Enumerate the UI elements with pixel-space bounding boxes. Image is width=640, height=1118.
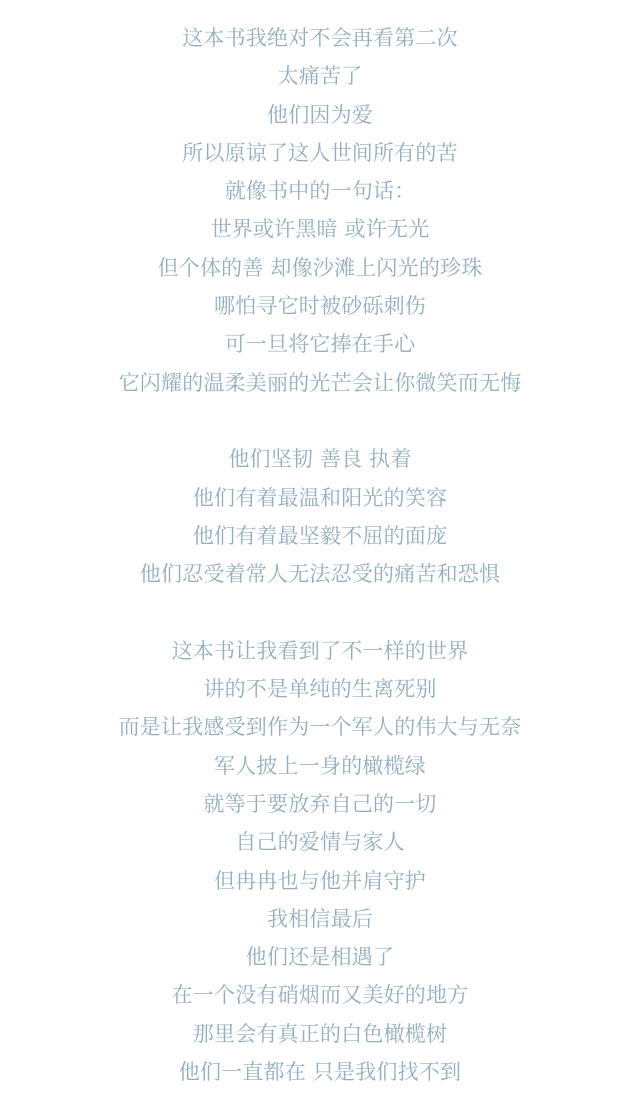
text-line: 自己的爱情与家人 xyxy=(235,830,405,855)
text-line: 讲的不是单纯的生离死别 xyxy=(203,677,437,702)
text-line: 他们有着最坚毅不屈的面庞 xyxy=(192,523,448,548)
text-line: 他们还是相遇了 xyxy=(245,945,395,970)
text-line: 世界或许黑暗 或许无光 xyxy=(210,217,430,242)
text-line: 军人披上一身的橄榄绿 xyxy=(214,753,426,778)
text-line: 所以原谅了这人世间所有的苦 xyxy=(182,140,458,165)
text-line: 就像书中的一句话： xyxy=(224,179,416,204)
text-line: 但个体的善 却像沙滩上闪光的珍珠 xyxy=(157,255,483,280)
text-line: 但冉冉也与他并肩守护 xyxy=(214,868,426,893)
text-line: 在一个没有硝烟而又美好的地方 xyxy=(171,983,469,1008)
text-line: 可一旦将它捧在手心 xyxy=(224,332,416,357)
text-line: 太痛苦了 xyxy=(277,64,363,89)
text-line: 我相信最后 xyxy=(267,906,373,931)
text-line: 这本书让我看到了不一样的世界 xyxy=(171,638,469,663)
text-line: 他们有着最温和阳光的笑容 xyxy=(192,485,448,510)
blank-line xyxy=(0,402,640,440)
text-line: 他们因为爱 xyxy=(267,102,373,127)
text-line: 而是让我感受到作为一个军人的伟大与无奈 xyxy=(118,715,522,740)
text-line: 那里会有真正的白色橄榄树 xyxy=(192,1021,448,1046)
text-line: 这本书我绝对不会再看第二次 xyxy=(182,26,458,50)
text-line: 他们坚韧 善良 执着 xyxy=(228,447,412,472)
text-line: 他们忍受着常人无法忍受的痛苦和恐惧 xyxy=(139,562,501,587)
blank-line xyxy=(0,593,640,631)
text-line: 就等于要放弃自己的一切 xyxy=(203,791,437,816)
text-line: 他们一直都在 只是我们找不到 xyxy=(178,1060,462,1085)
text-line: 哪怕寻它时被砂砾刺伤 xyxy=(214,294,426,319)
text-line: 它闪耀的温柔美丽的光芒会让你微笑而无悔 xyxy=(118,370,522,395)
